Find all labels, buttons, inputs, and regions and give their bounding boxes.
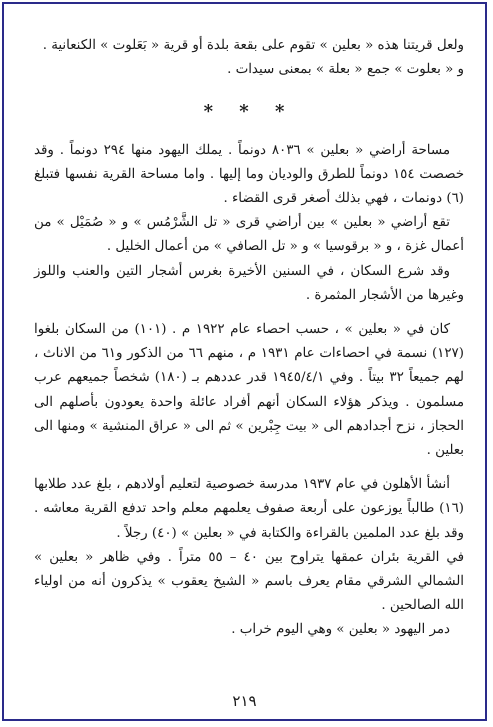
page-frame (2, 2, 487, 721)
spacer (34, 463, 464, 473)
paragraph-planting: وقد شرع السكان ، في السنين الأخيرة بغرس أشجار التين والعنب واللوز وغيرها من الأشجار المثمرة . (34, 263, 464, 303)
paragraph-location: تقع أراضي « بعلين » بين أراضي قرى « تل الشَّرْمُس » و « صُمَيْل » من أعمال غزة ، و « برقوسيا » و « تل الصافي » من أعمال الخليل . (34, 215, 464, 255)
document-body (34, 34, 464, 643)
paragraph-wells: في القرية بئران عمقها يتراوح بين ٤٠ – ٥٥ متراً . وفي ظاهر « بعلين » الشمالي الشرقي مقام يعرف باسم « الشيخ يعقوب » يذكرون أنه من اولياء الله الصالحين . (34, 549, 464, 614)
section-separator: * * * (203, 101, 295, 123)
paragraph-population: كان في « بعلين » ، حسب احصاء عام ١٩٢٢ م . (١٠١) من السكان بلغوا (١٢٧) نسمة في احصاءات عام ١٩٣١ م ، منهم ٦٦ من الذكور و٦١ من الاناث ، لهم جميعاً ٣٢ بيتاً . وفي ١٩٤٥/٤/١ قدر عددهم بـ (١٨٠) شخصاً جميعهم عرب مسلمون . ويذكر هؤلاء السكان أنهم أفراد عائلة واحدة يعودون بأصلهم الى الحجاز ، نزح أجدادهم الى « بيت جِبْرين » ثم الى « عراق المنشية » ومنها الى بعلين . (34, 322, 464, 459)
paragraph-school: أنشأ الأهلون في عام ١٩٣٧ مدرسة خصوصية لتعليم أولادهم ، بلغ عدد طلابها (١٦) طالباً يوزعون على أربعة صفوف يعلمهم معلم واحد تدفع القرية معاشه . وقد بلغ عدد الملمين بالقراءة والكتابة في « بعلين » (٤٠) رجلاً . (34, 477, 464, 541)
spacer (34, 308, 464, 318)
paragraph-destroyed: دمر اليهود « بعلين » وهي اليوم خراب . (231, 622, 450, 638)
page-number: ٢١٩ (232, 692, 257, 710)
paragraph-area: مساحة أراضي « بعلين » ٨٠٣٦ دونماً . يملك اليهود منها ٢٩٤ دونماً . وقد خصصت ١٥٤ دونماً للطرق والوديان وما إليها . واما مساحة القرية نفسها فتبلغ (٦) دونمات ، فهي بذلك أصغر قرى القضاء . (34, 142, 464, 207)
paragraph-baalut-origin: ولعل قريتنا هذه « بعلين » تقوم على بقعة بلدة أو قرية « بَعَلوت » الكنعانية . (42, 38, 464, 53)
paragraph-baalut-meaning: و « بعلوت » جمع « بعلة » بمعنى سيدات . (227, 62, 464, 78)
